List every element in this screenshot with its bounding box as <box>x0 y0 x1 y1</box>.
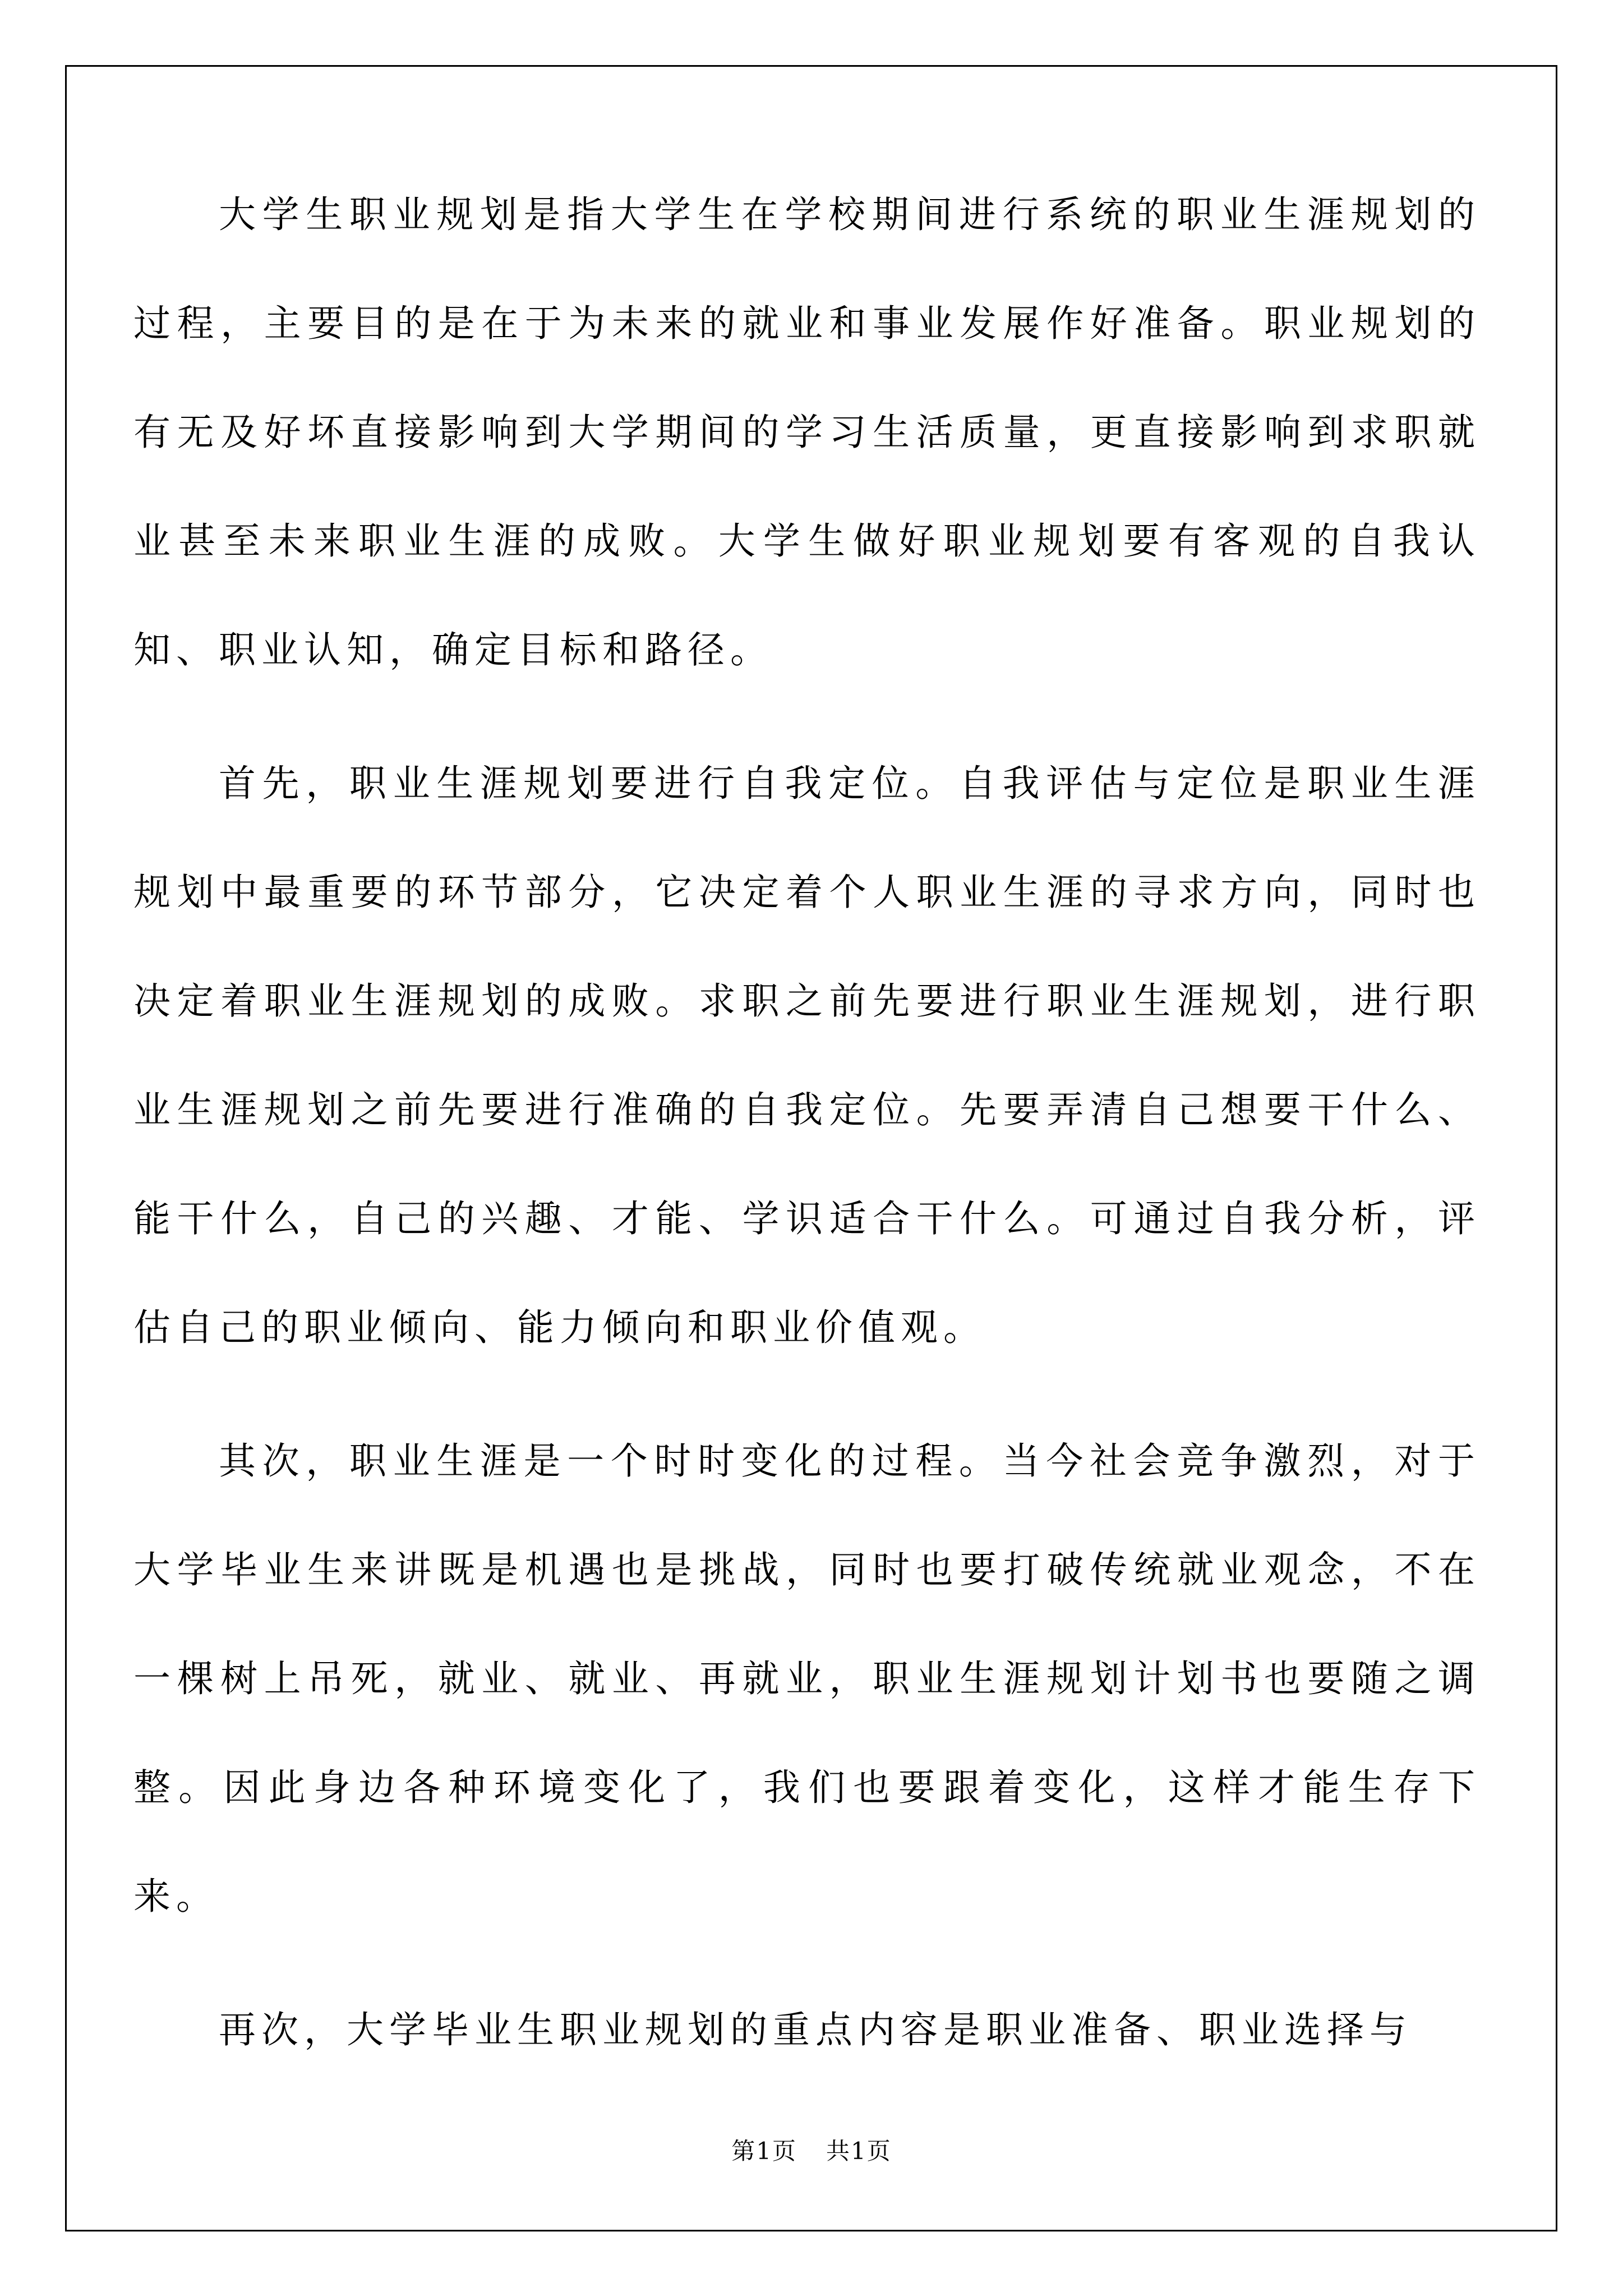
paragraph-2: 首先，职业生涯规划要进行自我定位。自我评估与定位是职业生涯规划中最重要的环节部分，它决定着个人职业生涯的寻求方向，同时也决定着职业生涯规划的成败。求职之前先要进行职业生涯规划，进行职业生涯规划之前先要进行准确的自我定位。先要弄清自己想要干什么、能干什么，自己的兴趣、才能、学识适合干什么。可通过自我分析，评估自己的职业倾向、能力倾向和职业价值观。 <box>133 762 1481 1349</box>
page-number-total: 共1页 <box>826 2137 892 2165</box>
paragraph-1: 大学生职业规划是指大学生在学校期间进行系统的职业生涯规划的过程，主要目的是在于为未来的就业和事业发展作好准备。职业规划的有无及好坏直接影响到大学期间的学习生活质量，更直接影响到求职就业甚至未来职业生涯的成败。大学生做好职业规划要有客观的自我认知、职业认知，确定目标和路径。 <box>133 193 1481 671</box>
page-footer <box>0 2134 1623 2168</box>
paragraph-3: 其次，职业生涯是一个时时变化的过程。当今社会竞争激烈，对于大学毕业生来讲既是机遇也是挑战，同时也要打破传统就业观念，不在一棵树上吊死，就业、就业、再就业，职业生涯规划计划书也要随之调整。因此身边各种环境变化了，我们也要跟着变化，这样才能生存下来。 <box>133 1439 1481 1918</box>
document-body <box>133 160 1481 2109</box>
paragraph-4: 再次，大学毕业生职业规划的重点内容是职业准备、职业选择与 <box>219 2008 1412 2051</box>
page-number-current: 第1页 <box>731 2137 797 2165</box>
